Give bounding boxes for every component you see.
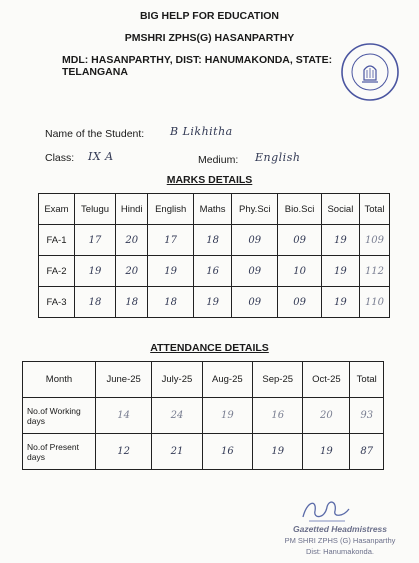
mark-cell: 20 bbox=[116, 225, 148, 256]
signature-district: Dist: Hanumakonda. bbox=[306, 547, 374, 556]
total-cell: 109 bbox=[359, 225, 389, 256]
signature-title: Gazetted Headmistress bbox=[292, 524, 387, 534]
marks-title: MARKS DETAILS bbox=[166, 174, 253, 186]
attendance-total-cell: 87 bbox=[350, 434, 384, 470]
school-seal-icon bbox=[340, 42, 400, 102]
marks-col-maths: Maths bbox=[194, 194, 232, 225]
medium-label: Medium: bbox=[198, 154, 239, 166]
mark-cell: 18 bbox=[116, 287, 148, 318]
marks-col-telugu: Telugu bbox=[74, 194, 115, 225]
mark-cell: 19 bbox=[74, 256, 115, 287]
mark-cell: 19 bbox=[321, 225, 359, 256]
mark-cell: 19 bbox=[148, 256, 194, 287]
marks-col-social: Social bbox=[321, 194, 359, 225]
attendance-col-sep: Sep-25 bbox=[253, 362, 303, 398]
row-label: No.of Working days bbox=[23, 398, 96, 434]
mark-cell: 09 bbox=[278, 225, 321, 256]
attendance-col-aug: Aug-25 bbox=[202, 362, 252, 398]
attendance-col-july: July-25 bbox=[152, 362, 202, 398]
attendance-cell: 21 bbox=[152, 434, 202, 470]
row-label: No.of Present days bbox=[23, 434, 96, 470]
class-value: IX A bbox=[88, 150, 114, 163]
attendance-cell: 19 bbox=[253, 434, 303, 470]
total-cell: 112 bbox=[359, 256, 389, 287]
mark-cell: 19 bbox=[194, 287, 232, 318]
marks-col-exam: Exam bbox=[39, 194, 75, 225]
marks-col-biosci: Bio.Sci bbox=[278, 194, 321, 225]
marks-col-english: English bbox=[148, 194, 194, 225]
attendance-cell: 20 bbox=[303, 398, 350, 434]
attendance-cell: 24 bbox=[152, 398, 202, 434]
attendance-cell: 19 bbox=[202, 398, 252, 434]
header-org: BIG HELP FOR EDUCATION bbox=[139, 10, 280, 22]
attendance-col-total: Total bbox=[350, 362, 384, 398]
marks-header-row bbox=[39, 194, 390, 225]
attendance-col-june: June-25 bbox=[96, 362, 152, 398]
exam-cell: FA-2 bbox=[39, 256, 75, 287]
attendance-col-oct: Oct-25 bbox=[303, 362, 350, 398]
mark-cell: 18 bbox=[74, 287, 115, 318]
mark-cell: 18 bbox=[148, 287, 194, 318]
mark-cell: 20 bbox=[116, 256, 148, 287]
mark-cell: 17 bbox=[74, 225, 115, 256]
mark-cell: 19 bbox=[321, 256, 359, 287]
marks-table bbox=[38, 193, 390, 318]
mark-cell: 10 bbox=[278, 256, 321, 287]
header-address: MDL: HASANPARTHY, DIST: HANUMAKONDA, STATE: TELANGANA bbox=[62, 54, 333, 78]
mark-cell: 19 bbox=[321, 287, 359, 318]
class-label: Class: bbox=[45, 152, 75, 164]
attendance-table bbox=[22, 361, 384, 470]
medium-value: English bbox=[255, 151, 301, 164]
mark-cell: 18 bbox=[194, 225, 232, 256]
table-row bbox=[39, 225, 390, 256]
mark-cell: 09 bbox=[232, 287, 278, 318]
marks-col-total: Total bbox=[359, 194, 389, 225]
signature-icon bbox=[295, 495, 355, 525]
header-school: PMSHRI ZPHS(G) HASANPARTHY bbox=[124, 32, 295, 44]
table-row bbox=[23, 398, 384, 434]
table-row bbox=[23, 434, 384, 470]
exam-cell: FA-1 bbox=[39, 225, 75, 256]
attendance-total-cell: 93 bbox=[350, 398, 384, 434]
attendance-header-row bbox=[23, 362, 384, 398]
attendance-cell: 12 bbox=[96, 434, 152, 470]
attendance-cell: 14 bbox=[96, 398, 152, 434]
attendance-cell: 16 bbox=[202, 434, 252, 470]
attendance-col-month: Month bbox=[23, 362, 96, 398]
attendance-title: ATTENDANCE DETAILS bbox=[150, 342, 269, 354]
mark-cell: 09 bbox=[232, 225, 278, 256]
total-cell: 110 bbox=[359, 287, 389, 318]
mark-cell: 16 bbox=[194, 256, 232, 287]
signature-school: PM SHRI ZPHS (G) Hasanparthy bbox=[284, 536, 396, 545]
exam-cell: FA-3 bbox=[39, 287, 75, 318]
mark-cell: 09 bbox=[278, 287, 321, 318]
student-name-value: B Likhitha bbox=[170, 125, 233, 138]
marks-col-physci: Phy.Sci bbox=[232, 194, 278, 225]
mark-cell: 09 bbox=[232, 256, 278, 287]
marks-col-hindi: Hindi bbox=[116, 194, 148, 225]
table-row bbox=[39, 256, 390, 287]
attendance-cell: 19 bbox=[303, 434, 350, 470]
mark-cell: 17 bbox=[148, 225, 194, 256]
student-name-label: Name of the Student: bbox=[45, 128, 145, 140]
attendance-cell: 16 bbox=[253, 398, 303, 434]
table-row bbox=[39, 287, 390, 318]
